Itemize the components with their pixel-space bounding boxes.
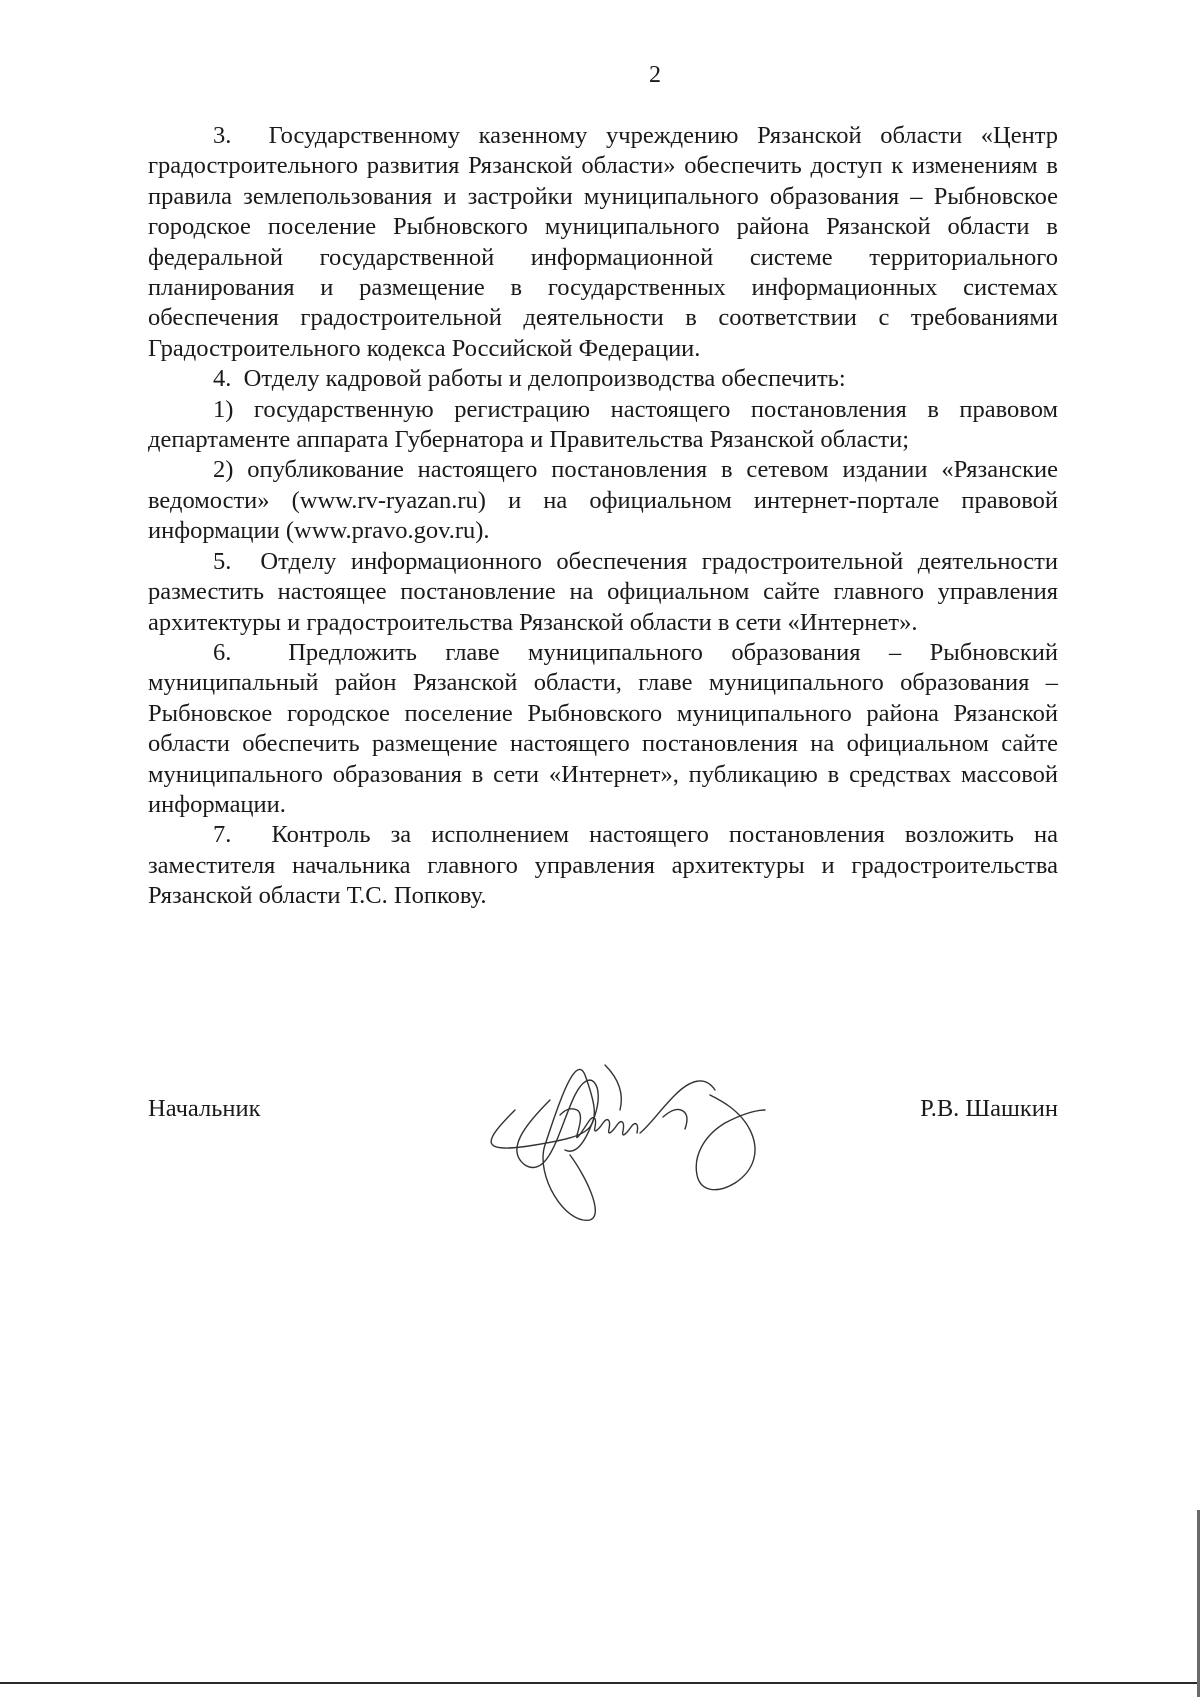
paragraph-3: 3. Государственному казенному учреждению Рязанской области «Центр градостроительного развития Рязанской области» обеспечить доступ к изменениям в правила землепользования и застройки муниципального образования – Рыбновское городское поселение Рыбновского муниципального района Рязанской области в федеральной государственной информационной системе территориального планирования и размещение в государственных информационных системах обеспечения градостроительной деятельности в соответствии с требованиями Градостроительного кодекса Российской Федерации. — [148, 122, 1058, 362]
handwritten-signature-icon — [465, 1055, 805, 1235]
page-number: 2 — [649, 62, 661, 88]
signatory-name: Р.В. Шашкин — [920, 1095, 1058, 1122]
paragraph-5: 5. Отделу информационного обеспечения градостроительной деятельности разместить настоящее постановление на официальном сайте главного управления архитектуры и градостроительства Рязанской области в сети «Интернет». — [148, 547, 1058, 636]
signatory-title: Начальник — [148, 1095, 261, 1122]
paragraph-4-1: 1) государственную регистрацию настоящего постановления в правовом департаменте аппарата Губернатора и Правительства Рязанской области; — [148, 395, 1058, 454]
paragraph-4-2: 2) опубликование настоящего постановления в сетевом издании «Рязанские ведомости» (www.rv-ryazan.ru) и на официальном интернет-портале правовой информации (www.pravo.gov.ru). — [148, 456, 1058, 545]
paragraph-7: 7. Контроль за исполнением настоящего постановления возложить на заместителя начальника главного управления архитектуры и градостроительства Рязанской области Т.С. Попкову. — [148, 821, 1058, 910]
scan-bottom-edge — [0, 1682, 1200, 1684]
paragraph-4: 4. Отделу кадровой работы и делопроизводства обеспечить: — [213, 365, 846, 393]
document-body — [148, 121, 1058, 912]
paragraph-6: 6. Предложить главе муниципального образования – Рыбновский муниципальный район Рязанской области, главе муниципального образования – Рыбновское городское поселение Рыбновского муниципального района Рязанской области обеспечить размещение настоящего постановления на официальном сайте муниципального образования в сети «Интернет», публикацию в средствах массовой информации. — [148, 638, 1058, 818]
